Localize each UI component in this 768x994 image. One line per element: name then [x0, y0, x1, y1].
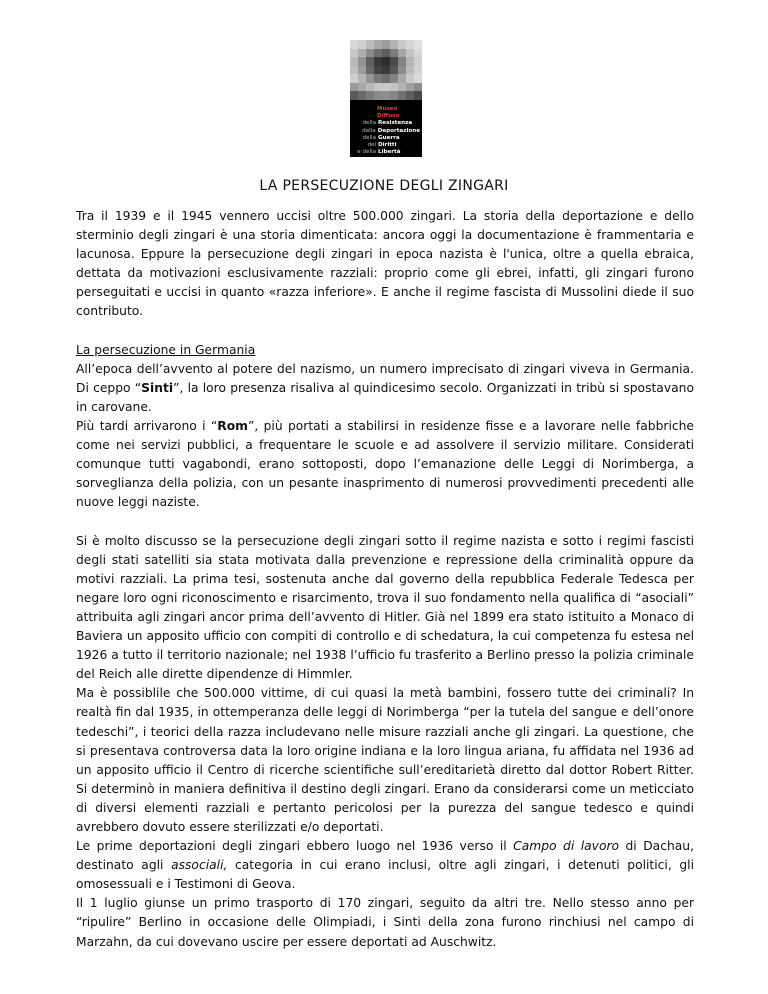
- text-run: Le prime deportazioni degli zingari ebbero luogo nel 1936 verso il: [76, 839, 514, 854]
- logo-pixel: [390, 91, 398, 100]
- logo-pixel: [366, 74, 374, 83]
- logo-pixel: [406, 83, 414, 92]
- logo-pixel: [358, 83, 366, 92]
- document-body: [76, 207, 694, 952]
- logo-pixel: [382, 57, 390, 66]
- logo-row: [352, 135, 420, 142]
- logo-word: Museo Diffuso: [377, 106, 400, 120]
- logo-pixel: [390, 57, 398, 66]
- logo-pixel: [350, 49, 358, 58]
- logo-pixel: [358, 49, 366, 58]
- logo-pixel: [398, 57, 406, 66]
- intro-paragraph: Tra il 1939 e il 1945 vennero uccisi oltre 500.000 zingari. La storia della deportazione e dello sterminio degli zingari è una storia dimenticata: ancora oggi la documentazione è frammentaria e lacunosa. Eppure la persecuzione degli zingari in epoca nazista è l'unica, oltre a quella ebraica, dettata da motivazioni esclusivamente razziali: proprio come gli ebrei, infatti, gli zingari furono perseguitati e uccisi in quanto «razza inferiore». E anche il regime fascista di Mussolini diede il suo contributo.: [76, 209, 694, 319]
- logo-pixel: [350, 91, 358, 100]
- logo-prefix: dei: [367, 142, 376, 149]
- logo-pixel: [358, 40, 366, 49]
- logo-pixel: [374, 91, 382, 100]
- logo-pixel: [414, 66, 422, 75]
- logo-pixel: [382, 40, 390, 49]
- logo-pixel: [406, 57, 414, 66]
- logo-word: Libertà: [378, 149, 401, 156]
- logo-pixel: [398, 74, 406, 83]
- paragraph-3: Si è molto discusso se la persecuzione degli zingari sotto il regime nazista e sotto i regimi fascisti degli stati satelliti sia stata motivata dalla prevenzione e repressione della criminalità oppure da motivi razziali. La prima tesi, sostenuta anche dal governo della repubblica Federale Tedesca per negare loro ogni riconoscimento e risarcimento, trova il suo fondamento nella qualifica di “asociali” attribuita agli zingari ancor prima dell’avvento di Hitler. Già nel 1899 era stato istituito a Monaco di Baviera un apposito ufficio con compiti di controllo e di schedatura, la cui competenza fu estesa nel 1926 a tutto il territorio nazionale; nel 1938 l’ufficio fu trasferito a Berlino presso la polizia criminale del Reich alle dirette dipendenze di Himmler.: [76, 533, 694, 682]
- logo-word: Guerra: [378, 134, 400, 141]
- logo-pixel: [398, 91, 406, 100]
- logo-word: Deportazione: [377, 127, 420, 134]
- page-title: LA PERSECUZIONE DEGLI ZINGARI: [259, 178, 509, 194]
- logo-pixel: [366, 49, 374, 58]
- logo-pixel: [398, 49, 406, 58]
- text-run: ”, la loro presenza risaliva al quindicesimo secolo. Organizzati in tribù si spostavano in carovane.: [76, 380, 694, 414]
- text-run: Più tardi arrivarono i “: [76, 419, 218, 434]
- logo-row: [352, 128, 420, 135]
- logo-pixel: [414, 49, 422, 58]
- paragraph-6: Il 1 luglio giunse un primo trasporto di 170 zingari, seguito da altri tre. Nello stesso anno per “ripulire” Berlino in occasione delle Olimpiadi, i Sinti della zona furono rinchiusi nel campo di Marzahn, da cui dovevano uscire per essere deportati ad Auschwitz.: [76, 896, 694, 949]
- logo-pixel: [358, 91, 366, 100]
- text-run: ”, più portati a stabilirsi in residenze fisse e a lavorare nelle fabbriche come nei servizi pubblici, a frequentare le scuole e ad assolvere il servizio militare. Considerati comunque tutti vagabondi, erano sottoposti, dopo l’emanazione delle Leggi di Norimberga, a sorveglianza della polizia, con un pesante inasprimento di numerosi provvedimenti precedenti alle nuove leggi naziste.: [76, 419, 694, 510]
- logo-pixel: [358, 66, 366, 75]
- logo-pixel: [358, 74, 366, 83]
- section-paragraph-2: [76, 417, 694, 512]
- logo-pixel: [390, 66, 398, 75]
- logo-pixel: [366, 83, 374, 92]
- logo-pixel: [382, 49, 390, 58]
- logo-pixel: [406, 91, 414, 100]
- logo-pixel: [350, 66, 358, 75]
- logo-pixel: [390, 74, 398, 83]
- logo-pixel: [406, 49, 414, 58]
- term-sinti: Sinti: [141, 380, 174, 395]
- emphasis-campo-di-lavoro: Campo di lavoro: [513, 839, 620, 854]
- logo-pixel: [350, 57, 358, 66]
- paragraph-4: Ma è possiblile che 500.000 vittime, di cui quasi la metà bambini, fossero tutte dei criminali? In realtà fin dal 1935, in ottemperanza delle leggi di Norimberga “per la tutela del sangue e dell’onore tedeschi”, i teorici della razza includevano nelle misure razziali anche gli zingari. La questione, che si presentava controversa data la loro origine indiana e la loro lingua ariana, fu affidata nel 1936 ad un apposito ufficio il Centro di ricerche scientifiche sull’ereditarietà diretto dal dottor Robert Ritter. Si determinò in maniera definitiva il destino degli zingari. Erano da considerarsi come un meticciato di diversi elementi razziali e pertanto pericolosi per la purezza del sangue tedesco e quindi avrebbero dovuto essere sterilizzati e/o deportati.: [76, 686, 694, 834]
- paragraph-5: [76, 837, 694, 894]
- logo-word: Diritti: [378, 142, 397, 149]
- logo-pixel: [366, 57, 374, 66]
- logo-row: [352, 120, 420, 127]
- logo-pixel: [374, 74, 382, 83]
- logo-pixel: [358, 57, 366, 66]
- logo-pixel: [382, 74, 390, 83]
- logo-pixel: [414, 74, 422, 83]
- logo-pixel: [398, 40, 406, 49]
- section-heading: La persecuzione in Germania: [76, 342, 256, 357]
- logo-prefix: della: [362, 134, 376, 141]
- logo-pixel: [414, 91, 422, 100]
- logo-pixel: [350, 83, 358, 92]
- logo-pixel: [406, 40, 414, 49]
- text-run: All’epoca dell’avvento al potere del nazismo, un numero imprecisato di zingari viveva in Germania. Di ceppo “: [76, 361, 694, 395]
- logo-pixel: [382, 91, 390, 100]
- section-paragraph-1: [76, 360, 694, 417]
- logo-pixel: [350, 74, 358, 83]
- logo-prefix: della: [362, 127, 376, 134]
- logo-prefix: della: [362, 120, 376, 127]
- logo-word: Resistenza: [378, 120, 413, 127]
- logo-pixel: [390, 40, 398, 49]
- logo-pixel: [374, 57, 382, 66]
- logo-pixel: [374, 40, 382, 49]
- logo-row: [352, 106, 420, 120]
- logo-pixel: [374, 49, 382, 58]
- logo-pixel: [382, 66, 390, 75]
- emphasis-associali: associali,: [171, 858, 228, 873]
- logo-pixel: [366, 40, 374, 49]
- text-run: di Dachau, destinato agli: [76, 839, 694, 873]
- logo-pixel: [382, 83, 390, 92]
- text-run: categoria in cui erano inclusi, oltre agli zingari, i detenuti politici, gli omosessuali e i Testimoni di Geova.: [76, 858, 695, 892]
- logo-pixel: [406, 66, 414, 75]
- logo-pixel-graphic: [350, 40, 422, 100]
- logo-pixel: [414, 40, 422, 49]
- logo-pixel: [398, 83, 406, 92]
- logo-pixel: [414, 57, 422, 66]
- logo-prefix: [352, 106, 377, 120]
- museum-logo: [350, 40, 422, 157]
- logo-pixel: [374, 66, 382, 75]
- logo-prefix: e della: [357, 149, 376, 156]
- logo-pixel: [374, 83, 382, 92]
- term-rom: Rom: [217, 419, 248, 434]
- logo-pixel: [414, 83, 422, 92]
- logo-pixel: [398, 66, 406, 75]
- logo-pixel: [366, 91, 374, 100]
- logo-pixel: [406, 74, 414, 83]
- logo-pixel: [390, 49, 398, 58]
- logo-pixel: [350, 40, 358, 49]
- logo-pixel: [366, 66, 374, 75]
- logo-text-block: [352, 106, 420, 156]
- logo-pixel: [390, 83, 398, 92]
- logo-row: [352, 149, 420, 156]
